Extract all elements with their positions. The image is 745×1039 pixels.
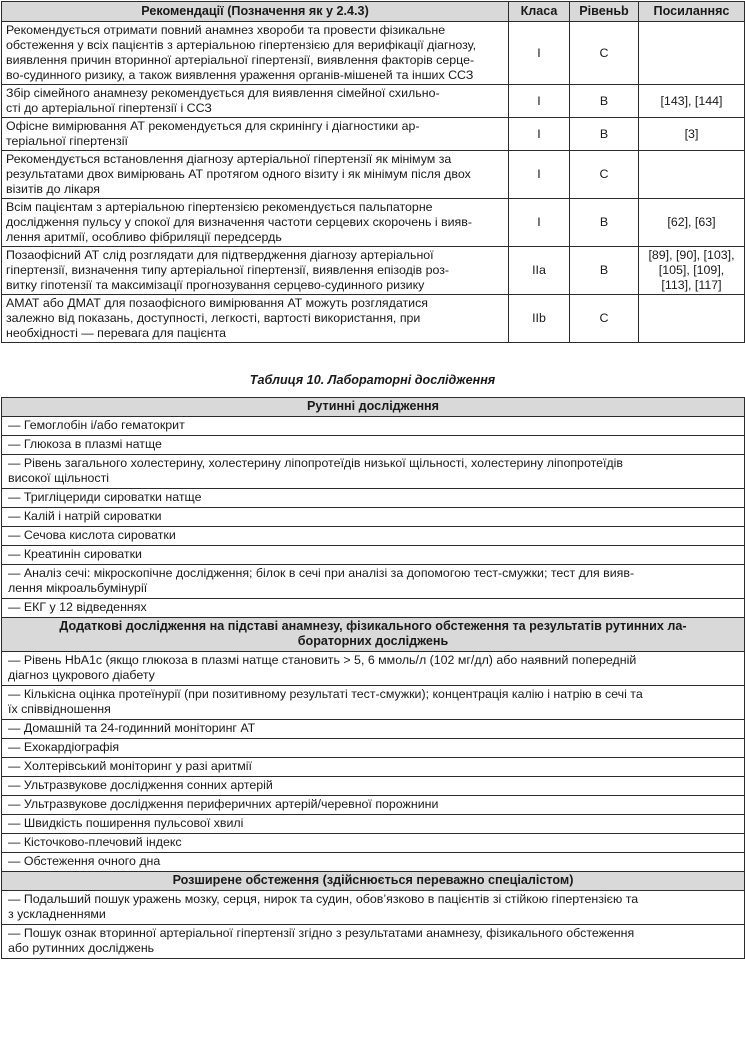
lab-test-row — [2, 925, 745, 959]
recommendation-references — [639, 85, 745, 118]
lab-test-row — [2, 686, 745, 720]
lab-test-row — [2, 815, 745, 834]
lab-test-line: — Кісточково-плечовий індекс — [8, 835, 182, 849]
lab-test-line: — Подальший пошук уражень мозку, серця, нирок та судин, обов’язково в пацієнтів зі стійкою гіпертензією та — [8, 892, 639, 906]
recommendation-line: Збір сімейного анамнезу рекомендується для виявлення сімейної схильно- — [6, 86, 440, 100]
lab-test-line: — Рівень загального холестерину, холестерину ліпопротеїдів низької щільності, холестерину ліпопротеїдів — [8, 456, 623, 470]
lab-test-line: — Гемоглобін і/або гематокрит — [8, 418, 185, 432]
header-class: Класа — [509, 2, 570, 22]
reference-line: [143], [144] — [660, 93, 723, 108]
lab-test-row — [2, 739, 745, 758]
recommendation-line: обстеження у всіх пацієнтів з артеріальною гіпертензією для верифікації діагнозу, — [6, 38, 477, 52]
lab-test-line: — Швидкість поширення пульсової хвилі — [8, 816, 244, 830]
recommendation-line: Рекомендується отримати повний анамнез хвороби та провести фізикальне — [6, 23, 446, 37]
lab-test-item — [2, 652, 745, 686]
section-title-line: Додаткові дослідження на підставі анамнезу, фізикального обстеження та результатів рутинних ла- — [59, 619, 687, 633]
recommendation-text — [2, 247, 509, 295]
recommendation-references — [639, 22, 745, 85]
lab-test-item — [2, 834, 745, 853]
section-header-row — [2, 618, 745, 652]
lab-test-row — [2, 546, 745, 565]
recommendation-text — [2, 151, 509, 199]
lab-test-line: — Аналіз сечі: мікроскопічне дослідження; білок в сечі при аналізі за допомогою тест-смужки; тест для вияв- — [8, 566, 635, 580]
lab-test-line: — Ультразвукове дослідження периферичних артерій/черевної порожнини — [8, 797, 439, 811]
recommendation-class: IIb — [509, 295, 570, 343]
recommendation-class: I — [509, 151, 570, 199]
recommendation-line: витку гіпотензії та максимізації прогнозування серцево-судинного ризику — [6, 278, 425, 292]
recommendation-text — [2, 22, 509, 85]
lab-test-line: — Калій і натрій сироватки — [8, 509, 162, 523]
lab-test-item — [2, 925, 745, 959]
lab-test-row — [2, 565, 745, 599]
lab-test-item — [2, 527, 745, 546]
recommendation-row — [2, 151, 745, 199]
lab-test-line: з ускладненнями — [8, 907, 106, 921]
lab-test-line: — Холтерівський моніторинг у разі аритмії — [8, 759, 252, 773]
lab-test-item — [2, 455, 745, 489]
lab-test-line: — Обстеження очного дна — [8, 854, 161, 868]
recommendation-references — [639, 151, 745, 199]
lab-test-item — [2, 720, 745, 739]
recommendation-line: Всім пацієнтам з артеріальною гіпертензією рекомендується пальпаторне — [6, 200, 433, 214]
lab-test-row — [2, 834, 745, 853]
recommendation-references — [639, 295, 745, 343]
section-header-row — [2, 398, 745, 417]
recommendation-references — [639, 118, 745, 151]
recommendation-line: лення аритмії, особливо фібриляції передсердь — [6, 230, 282, 244]
section-title — [2, 618, 745, 652]
recommendation-class: I — [509, 22, 570, 85]
lab-test-row — [2, 891, 745, 925]
lab-test-item — [2, 599, 745, 618]
lab-test-item — [2, 796, 745, 815]
section-header-row — [2, 872, 745, 891]
lab-test-item — [2, 436, 745, 455]
lab-test-line: — Ультразвукове дослідження сонних артерій — [8, 778, 273, 792]
recommendations-table — [1, 1, 745, 343]
reference-line: [62], [63] — [667, 215, 716, 229]
recommendation-level: C — [570, 151, 639, 199]
lab-test-line: — Тригліцериди сироватки натще — [8, 490, 202, 504]
lab-test-row — [2, 508, 745, 527]
lab-test-item — [2, 417, 745, 436]
lab-test-item — [2, 739, 745, 758]
recommendation-level: C — [570, 295, 639, 343]
recommendation-class: IIa — [509, 247, 570, 295]
recommendation-level: B — [570, 85, 639, 118]
lab-test-row — [2, 796, 745, 815]
lab-test-row — [2, 652, 745, 686]
reference-line: [89], [90], [103], — [648, 248, 735, 262]
lab-test-line: — Рівень HbA1c (якщо глюкоза в плазмі натще становить > 5, 6 ммоль/л (102 мг/дл) або наявний попередній — [8, 653, 637, 667]
lab-test-line: — Креатинін сироватки — [8, 547, 142, 561]
lab-test-item — [2, 565, 745, 599]
lab-test-line: — ЕКГ у 12 відведеннях — [8, 600, 147, 614]
lab-test-row — [2, 720, 745, 739]
lab-test-row — [2, 436, 745, 455]
table-caption: Таблиця 10. Лабораторні дослідження — [249, 373, 496, 387]
recommendation-references — [639, 247, 745, 295]
recommendation-line: необхідності — перевага для пацієнта — [6, 326, 227, 340]
lab-test-row — [2, 417, 745, 436]
recommendation-row — [2, 295, 745, 343]
lab-test-item — [2, 891, 745, 925]
lab-test-row — [2, 455, 745, 489]
recommendation-line: АМАТ або ДМАТ для позаофісного вимірювання АТ можуть розглядатися — [6, 296, 428, 310]
lab-test-line: — Ехокардіографія — [8, 740, 120, 754]
recommendation-class: I — [509, 199, 570, 247]
recommendation-line: сті до артеріальної гіпертензії і ССЗ — [6, 101, 212, 115]
recommendations-header-row — [2, 2, 745, 22]
lab-test-line: — Глюкоза в плазмі натще — [8, 437, 162, 451]
recommendation-level: C — [570, 22, 639, 85]
reference-line: [105], [109], — [658, 263, 725, 277]
lab-test-row — [2, 489, 745, 508]
header-level: Рівеньb — [570, 2, 639, 22]
recommendation-line: залежно від показань, доступності, легкості, вартості використання, при — [6, 311, 421, 325]
recommendation-line: во-судинного ризику, а також виявлення ураження органів-мішеней та інших ССЗ — [6, 68, 474, 82]
lab-test-item — [2, 489, 745, 508]
lab-test-row — [2, 853, 745, 872]
recommendation-class: I — [509, 118, 570, 151]
lab-test-line: — Домашній та 24-годинний моніторинг АТ — [8, 721, 256, 735]
lab-test-line: діагноз цукрового діабету — [8, 668, 155, 682]
recommendation-class: I — [509, 85, 570, 118]
lab-test-item — [2, 777, 745, 796]
recommendation-line: дослідження пульсу у спокої для визначення частоти серцевих скорочень і вияв- — [6, 215, 472, 229]
recommendation-line: Офісне вимірювання АТ рекомендується для скринінгу і діагностики ар- — [6, 119, 420, 133]
recommendation-row — [2, 199, 745, 247]
section-title-line: бораторних досліджень — [297, 634, 449, 648]
lab-test-item — [2, 853, 745, 872]
recommendation-text — [2, 199, 509, 247]
header-recommendation: Рекомендації (Позначення як у 2.4.3) — [2, 2, 509, 22]
recommendation-line: гіпертензії, визначення типу артеріальної гіпертензії, виявлення епізодів роз- — [6, 263, 450, 277]
lab-test-row — [2, 599, 745, 618]
lab-test-item — [2, 546, 745, 565]
lab-tests-table — [1, 397, 745, 959]
lab-test-line: — Сечова кислота сироватки — [8, 528, 176, 542]
lab-test-line: лення мікроальбумінурії — [8, 581, 148, 595]
recommendation-line: теріальної гіпертензії — [6, 134, 128, 148]
recommendation-line: Позаофісний АТ слід розглядати для підтвердження діагнозу артеріальної — [6, 248, 434, 262]
recommendation-level: B — [570, 199, 639, 247]
lab-test-item — [2, 508, 745, 527]
lab-test-row — [2, 777, 745, 796]
lab-test-row — [2, 527, 745, 546]
recommendation-row — [2, 22, 745, 85]
recommendation-line: візитів до лікаря — [6, 182, 100, 196]
recommendation-row — [2, 118, 745, 151]
section-title: Рутинні дослідження — [2, 398, 745, 417]
recommendation-level: B — [570, 118, 639, 151]
header-references: Посиланняc — [639, 2, 745, 22]
lab-test-row — [2, 758, 745, 777]
lab-test-item — [2, 686, 745, 720]
reference-line: [3] — [684, 126, 699, 141]
recommendation-row — [2, 85, 745, 118]
recommendation-text — [2, 85, 509, 118]
lab-test-line: або рутинних досліджень — [8, 941, 155, 955]
recommendation-text — [2, 295, 509, 343]
lab-test-item — [2, 815, 745, 834]
lab-test-line: їх співвідношення — [8, 702, 111, 716]
lab-test-item — [2, 758, 745, 777]
recommendation-line: Рекомендується встановлення діагнозу артеріальної гіпертензії як мінімум за — [6, 152, 452, 166]
recommendation-level: B — [570, 247, 639, 295]
section-title: Розширене обстеження (здійснюється переважно спеціалістом) — [2, 872, 745, 891]
recommendation-line: виявлення причин вторинної артеріальної гіпертензії, виявлення факторів серце- — [6, 53, 475, 67]
lab-test-line: високої щільності — [8, 471, 110, 485]
recommendation-line: результатами двох вимірювань АТ протягом одного візиту і як мінімум після двох — [6, 167, 471, 181]
recommendation-references — [639, 199, 745, 247]
recommendation-row — [2, 247, 745, 295]
lab-test-line: — Пошук ознак вторинної артеріальної гіпертензії згідно з результатами анамнезу, фізикального обстеження — [8, 926, 635, 940]
recommendation-text — [2, 118, 509, 151]
lab-test-line: — Кількісна оцінка протеїнурії (при позитивному результаті тест-смужки); концентрація калію і натрію в сечі та — [8, 687, 643, 701]
reference-line: [113], [117] — [661, 278, 722, 292]
